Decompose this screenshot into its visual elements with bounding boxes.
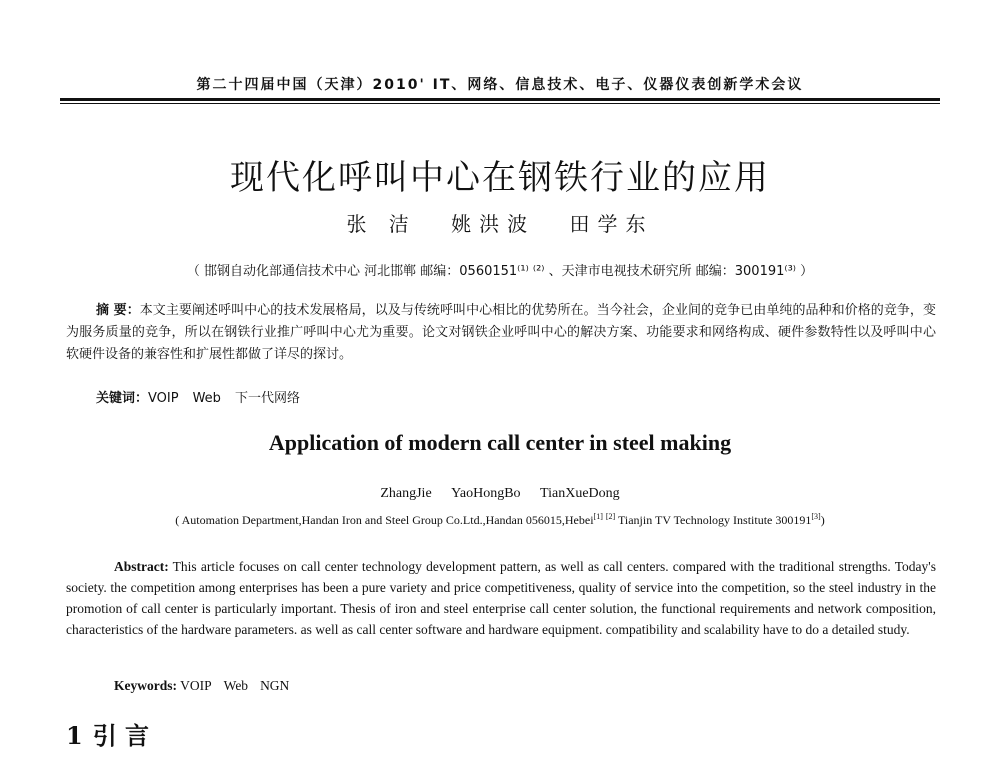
section-heading [66,716,149,751]
english-keywords-label: Keywords: [114,678,177,693]
chinese-keyword: Web [192,391,221,406]
header-rule-thick [60,98,940,101]
english-author: ZhangJie [380,486,432,501]
chinese-author: 田学东 [569,212,654,236]
section-number: 1 [66,721,83,750]
chinese-keywords [96,387,314,406]
chinese-abstract-label: 摘 要： [96,303,140,318]
chinese-affiliation: （ 邯钢自动化部通信技术中心 河北邯郸 邮编：0560151⁽¹⁾ ⁽²⁾ 、天津市电视技术研究所 邮编：300191⁽³⁾ ） [186,264,814,279]
english-author: TianXueDong [540,486,620,501]
chinese-author: 姚洪波 [451,212,536,236]
section-title: 引 言 [92,721,150,750]
chinese-abstract-text: 本文主要阐述呼叫中心的技术发展格局，以及与传统呼叫中心相比的优势所在。当今社会，企业间的竞争已由单纯的品种和价格的竞争，变为服务质量的竞争，所以在钢铁行业推广呼叫中心尤为重要。论文对钢铁企业呼叫中心的解决方案、功能要求和网络构成、硬件参数特性以及呼叫中心软硬件设备的兼容性和扩展性都做了详尽的探讨。 [66,303,936,362]
chinese-keyword: 下一代网络 [234,391,300,406]
chinese-authors [0,208,1000,237]
english-abstract [66,556,936,640]
english-affiliation: ( Automation Department,Handan Iron and Steel Group Co.Ltd.,Handan 056015,Hebei[1] [2] Tianjin TV Technology Institute 300191[3]) [175,512,825,527]
chinese-title: 现代化呼叫中心在钢铁行业的应用 [230,158,770,198]
english-title: Application of modern call center in steel making [268,430,732,455]
english-keyword: NGN [260,678,290,693]
header-rule-thin [60,103,940,104]
english-keyword: Web [223,678,249,693]
english-authors [0,486,1000,502]
chinese-keyword: VOIP [148,391,179,406]
conference-header: 第二十四届中国（天津）2010' IT、网络、信息技术、电子、仪器仪表创新学术会议 [196,77,804,93]
english-author: YaoHongBo [451,486,521,501]
chinese-abstract [66,300,936,366]
english-keywords [114,678,301,694]
english-abstract-text: This article focuses on call center technology development pattern, as well as call centers. compared with the traditional strengths. Today's society. the competition among enterprises has been a pure variety and price competitiveness, quality of service into the competition, so the steel industry in the promotion of call center is particularly important. Thesis of iron and steel enterprise call center solution, the functional requirements and network composition, characteristics of the hardware parameters. as well as call center software and hardware equipment. compatibility and scalability have to do a detailed study. [66,559,936,637]
english-abstract-label: Abstract: [114,559,169,574]
english-keyword: VOIP [180,678,212,693]
chinese-keywords-label: 关键词： [96,391,149,406]
chinese-author: 张 洁 [346,212,417,236]
